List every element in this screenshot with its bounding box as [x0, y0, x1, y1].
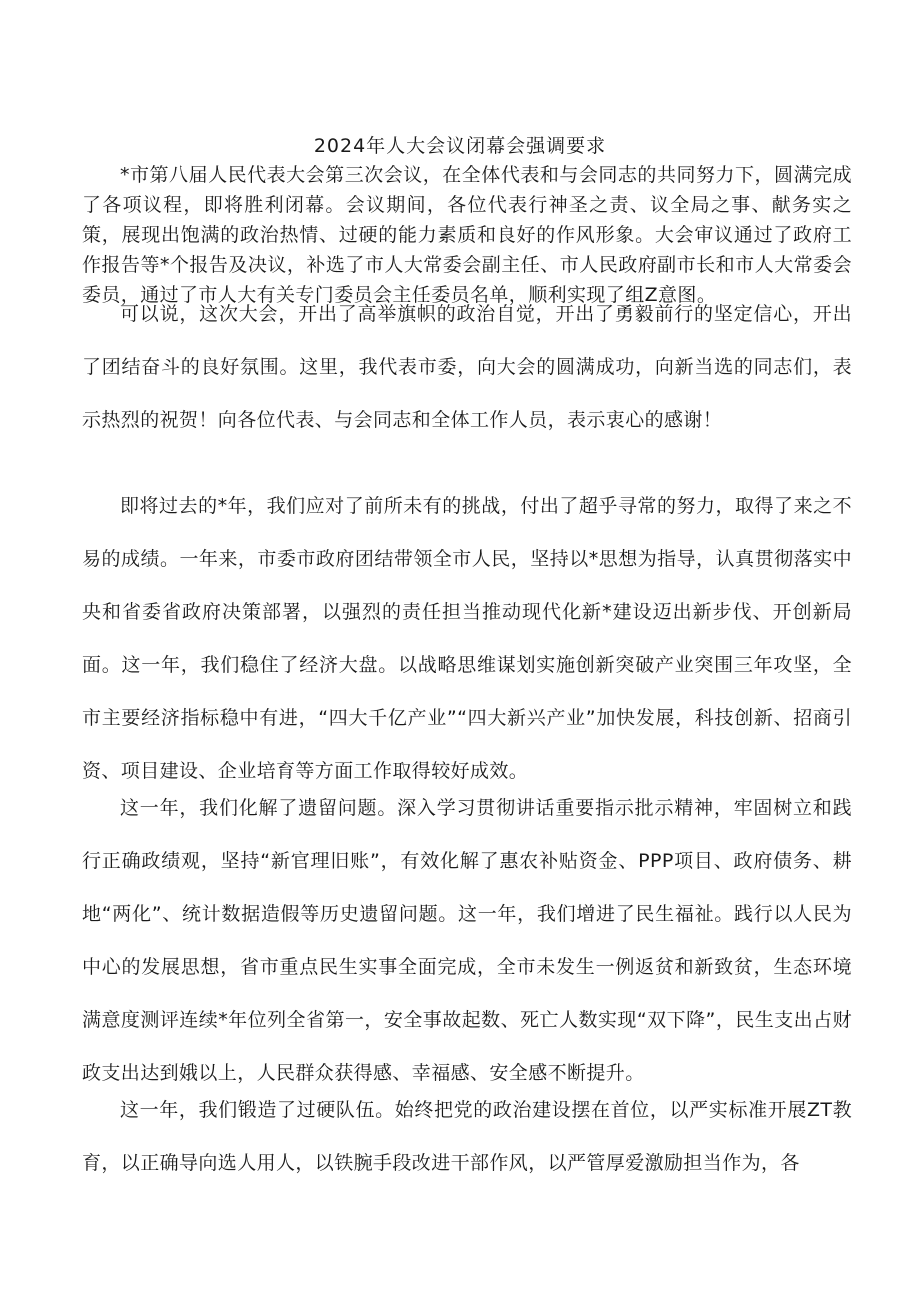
- paragraph-4: 这一年，我们化解了遗留问题。深入学习贯彻讲话重要指示批示精神，牢固树立和践行正确政绩观，坚持“新官理旧账”，有效化解了惠农补贴资金、PPP项目、政府债务、耕地“两化”、统计数据造假等历史遗留问题。这一年，我们增进了民生福祉。践行以人民为中心的发展思想，省市重点民生实事全面完成，全市未发生一例返贫和新致贫，生态环境满意度测评连续*年位列全省第一，安全事故起数、死亡人数实现“双下降”，民生支出占财政支出达到娥以上，人民群众获得感、幸福感、安全感不断提升。: [82, 797, 852, 1084]
- paragraph-2: 可以说，这次大会，开出了高举旗帜的政治自觉，开出了勇毅前行的坚定信心，开出了团结奋斗的良好氛围。这里，我代表市委，向大会的圆满成功，向新当选的同志们，表示热烈的祝贺！向各位代表、与会同志和全体工作人员，表示衷心的感谢！: [82, 303, 852, 431]
- paragraph-5: 这一年，我们锻造了过硬队伍。始终把党的政治建设摆在首位，以严实标准开展ZT教育，以正确导向选人用人，以铁腕手段改进干部作风，以严管厚爱激励担当作为，各: [82, 1099, 852, 1174]
- paragraph-1: *市第八届人民代表大会第三次会议，在全体代表和与会同志的共同努力下，圆满完成了各项议程，即将胜利闭幕。会议期间，各位代表行神圣之责、议全局之事、献务实之策，展现出饱满的政治热情、过硬的能力素质和良好的作风形象。大会审议通过了政府工作报告等*个报告及决议，补选了市人大常委会副主任、市人民政府副市长和市人大常委会委员，通过了市人大有关专门委员会主任委员名单，顺利实现了组Z意图。: [82, 164, 852, 306]
- paragraph-3: 即将过去的*年，我们应对了前所未有的挑战，付出了超乎寻常的努力，取得了来之不易的成绩。一年来，市委市政府团结带领全市人民，坚持以*思想为指导，认真贯彻落实中央和省委省政府决策部署，以强烈的责任担当推动现代化新*建设迈出新步伐、开创新局面。这一年，我们稳住了经济大盘。以战略思维谋划实施创新突破产业突围三年攻坚，全市主要经济指标稳中有进，“四大千亿产业”“四大新兴产业”加快发展，科技创新、招商引资、项目建设、企业培育等方面工作取得较好成效。: [82, 495, 852, 782]
- document-title: 2024年人大会议闭幕会强调要求: [313, 135, 607, 157]
